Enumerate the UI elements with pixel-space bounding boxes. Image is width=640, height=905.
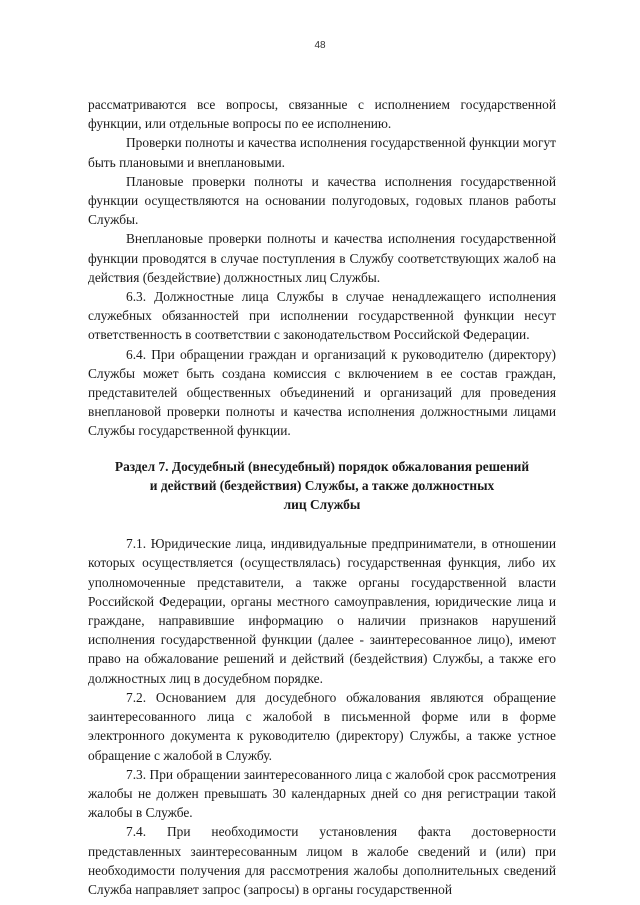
section-heading-line: и действий (бездействия) Службы, а также должностных [149,477,495,493]
document-body [88,95,556,899]
paragraphs-before [88,95,556,441]
paragraph: Внеплановые проверки полноты и качества исполнения государственной функции проводятся в случае поступления в Службу соответствующих жалоб на действия (бездействие) должностных лиц Службы. [88,231,556,285]
paragraphs-after [88,534,556,899]
paragraph: 7.3. При обращении заинтересованного лица с жалобой срок рассмотрения жалобы не должен превышать 30 календарных дней со дня регистрации такой жалобы в Службе. [88,766,556,821]
paragraph: Проверки полноты и качества исполнения государственной функции могут быть плановыми и внеплановыми. [88,135,556,170]
paragraph: 6.3. Должностные лица Службы в случае ненадлежащего исполнения служебных обязанностей при исполнении государственной функции несут ответственность в соответствии с законодательством Российской Федерации. [88,289,556,343]
section-heading-line: Раздел 7. Досудебный (внесудебный) порядок обжалования решений [114,458,530,474]
section-heading-line: лиц Службы [283,497,361,513]
section-heading [88,457,556,515]
paragraph: 7.2. Основанием для досудебного обжалования являются обращение заинтересованного лица с жалобой в письменной форме или в форме электронного документа к руководителю (директору) Службы, а также устное обращение с жалобой в Службу. [88,689,556,763]
page-number: 48 [314,40,326,51]
paragraph: 6.4. При обращении граждан и организаций к руководителю (директору) Службы может быть создана комиссия с включением в ее состав граждан, представителей общественных объединений и организаций для проведения внеплановой проверки полноты и качества исполнения должностными лицами Службы государственной функции. [88,346,556,439]
paragraph: рассматриваются все вопросы, связанные с исполнением государственной функции, или отдельные вопросы по ее исполнению. [88,97,556,132]
paragraph: 7.4. При необходимости установления факта достоверности представленных заинтересованным лицом в жалобе сведений и (или) при необходимости получения для рассмотрения жалобы дополнительных сведений Служба направляет запрос (запросы) в органы государственной [88,824,556,897]
paragraph: 7.1. Юридические лица, индивидуальные предприниматели, в отношении которых осуществляется (осуществлялась) государственная функция, либо их уполномоченные представители, а также органы государственной власти Российской Федерации, органы местного самоуправления, юридические лица и граждане, направившие информацию о наличии признаков нарушений исполнения государственной функции (далее - заинтересованное лицо), имеют право на обжалование решений и действий (бездействия) Службы, а также его должностных лиц в досудебном порядке. [88,536,556,686]
paragraph: Плановые проверки полноты и качества исполнения государственной функции осуществляются на основании полугодовых, годовых планов работы Службы. [88,173,556,228]
